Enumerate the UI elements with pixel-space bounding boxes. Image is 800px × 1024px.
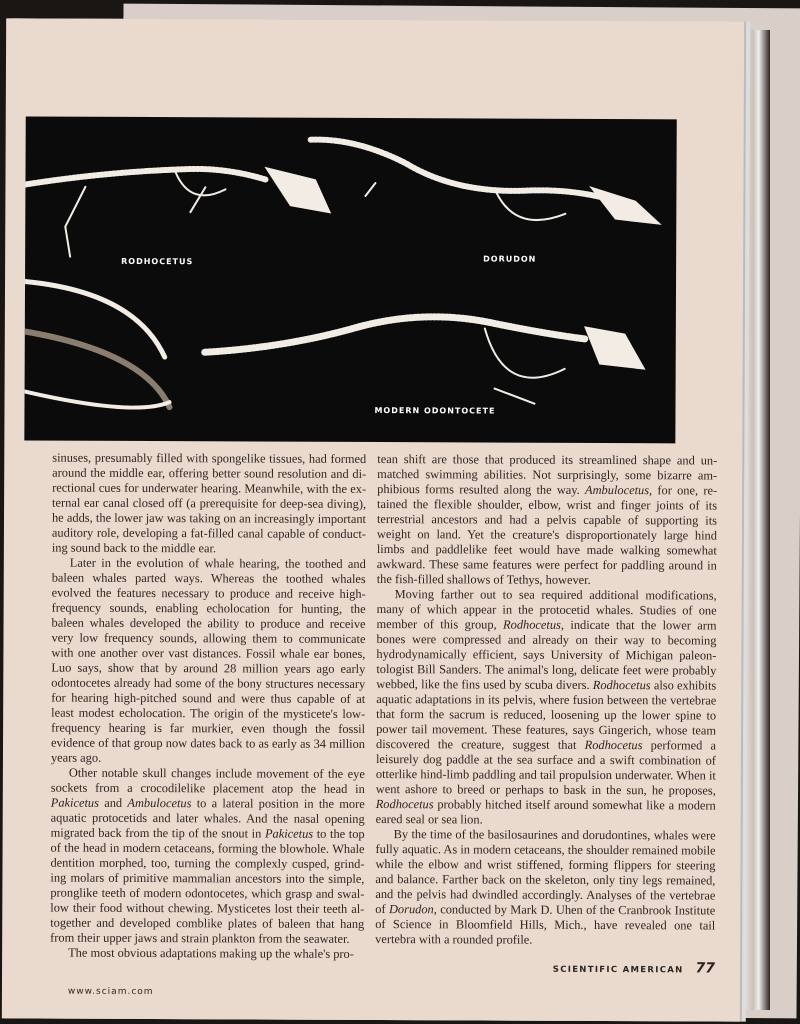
rodhocetus-skeleton [25,166,330,257]
paragraph-text: also exhibits aquatic adaptations in its pelvis, where fusion between the vertebrae that form the sacrum is reduced, loosening up the lower spine to power tail movement. These features, says Gingerich, whose team discovered the creature, suggest that [375,678,717,752]
paragraph [50,946,364,962]
magazine-page [2,18,744,1021]
baleen-jaw-fragment [24,281,170,407]
text-column-left [50,451,366,962]
paragraph-text: to the top of the head in modern cetaceans, forming the blowhole. Whale dentition morphed, too, turning the complexly cusped, grinding molars of primitive mammalian ancestors into the simple, pronglike teeth of modern odontocetes, which grasp and swallow their food without chewing. Mysticetes lost their teeth altogether and developed comblike plates of baleen that hang from their upper jaws and strain plankton from the seawater. [50,826,365,946]
paragraph-text: tean shift are those that produced its streamlined shape and unmatched swimming abilities. Not surprisingly, some bizarre amphibious forms resulted along the way. [377,452,718,497]
footer-folio [375,959,715,976]
skeleton-illustration [24,116,676,443]
italic-taxon-name: Dorudon, [388,902,437,917]
paragraph-text: By the time of the basilosaurines and dorudontines, whales were fully aquatic. As in modern cetaceans, the shoulder remained mobile while the elbow and wrist stiffened, forming flippers for steering and balance. Farther back on the skeleton, only tiny legs remained, and the pelvis had dwindled accordingly. Analyses of the vertebrae of [375,827,716,917]
paragraph [376,587,717,828]
odontocete-skeleton [205,316,645,404]
label-dorudon: DORUDON [483,254,537,264]
label-modern-odontocete: MODERN ODONTOCETE [374,406,496,416]
paragraph-text: performed a leisurely dog paddle at the sea surface and a swift combination of otterlike hind-limb paddling and tail propulsion underwater. When it went ashore to breed or perhaps to bask in the sun, he proposes, [375,738,717,798]
paragraph-text: Other notable skull changes include movement of the eye sockets from a crocodilelike placement atop the head in [50,765,365,796]
left-column [50,451,366,998]
italic-taxon-name: Pakicetus [264,826,314,841]
text-column-right [375,452,717,948]
paragraph [51,556,366,767]
page-number: 77 [695,960,716,977]
paragraph-text: sinuses, presumably filled with spongelike tissues, had formed around the middle ear, offering better sound resolution and directional cues for underwater hearing. Meanwhile, with the external ear canal closed off (a prerequisite for deep-sea diving), he adds, the lower jaw was taking on an increasingly important auditory role, developing a fat-filled canal capable of conducting sound back to the middle ear. [51,450,367,556]
paragraph-text: to a lateral position in the more aquatic protocetids and later whales. And the nasal opening migrated back from the tip of the snout in [50,796,365,841]
paragraph-text: Moving farther out to sea required additional modifications, many of which appear in the protocetid whales. Studies of one member of this group, [376,587,717,632]
paragraph-text: conducted by Mark D. Uhen of the Cranbrook Institute of Science in Bloomfield Hills, Mich., have revealed one tail vertebra with a rounded profile. [375,902,716,947]
label-rodhocetus: RODHOCETUS [121,256,194,267]
italic-taxon-name: Rodhocetus, [503,617,565,632]
whale-skeleton-figure [24,116,676,443]
paragraph [52,451,366,557]
italic-taxon-name: Rodhocetus [592,677,651,693]
paragraph-text: for one, retained the flexible shoulder, elbow, wrist and finger joints of its terrestrial ancestors and had a pelvis capable of supporting its weight on land. Yet the creature's disproportionately large hind limbs and paddlelike feet would have made walking somewhat awkward. These same features were perfect for paddling around in the fish-filled shallows of Tethys, however. [376,483,718,587]
paragraph-text: Later in the evolution of whale hearing, the toothed and baleen whales parted ways. Whereas the toothed whales evolved the features necessary to produce and receive high-frequency sounds, enabling echolocation for hunting, the baleen whales developed the ability to produce and receive very low frequency sounds, allowing them to communicate with one another over vast distances. Fossil whale ear bones, Luo says, show that by around 28 million years ago early odontocetes already had some of the bony structures necessary for hearing high-pitched sound and were thus capable of at least modest echolocation. The origin of the mysticete's low-frequency hearing is far murkier, even though the fossil evidence of that group now dates back to as early as 34 million years ago. [50,555,366,765]
italic-taxon-name: Rodhocetus [375,797,434,812]
italic-taxon-name: Pakicetus [50,795,99,810]
footer-magazine-name: SCIENTIFIC AMERICAN [552,964,684,976]
dorudon-skeleton [310,140,660,225]
italic-taxon-name: Rodhocetus [584,737,643,753]
italic-taxon-name: Ambulocetus [127,795,192,811]
paragraph [377,452,718,588]
paragraph-text: probably hitched itself around somewhat like a modern eared seal or sea lion. [375,797,716,827]
footer-url: www.sciam.com [67,986,154,998]
paragraph [375,827,716,948]
paragraph-text: and [98,795,128,810]
paragraph [50,766,365,947]
page-stack-edge [742,30,770,1010]
right-column [375,452,717,976]
paragraph-text: indicate that the lower arm bones were compressed and already on their way to becoming hydrodynamically efficient, says University of Michigan paleontologist Bill Sanders. The animal's long, delicate feet were probably webbed, like the fins used by scuba divers. [376,617,717,692]
italic-taxon-name: Ambulocetus, [585,482,653,498]
paragraph-text: The most obvious adaptations making up the whale's pro- [68,945,354,961]
